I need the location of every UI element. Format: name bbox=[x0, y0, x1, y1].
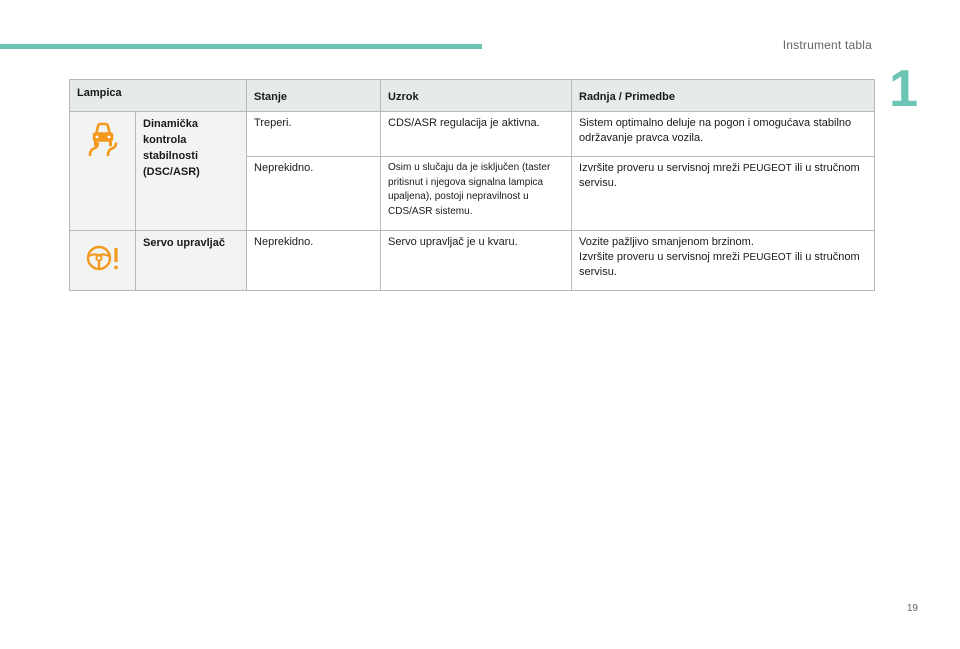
action-text: Izvršite proveru u servisnoj mreži bbox=[579, 162, 740, 174]
lamp-name: Servo upravljač bbox=[136, 231, 247, 291]
action-cell bbox=[572, 157, 875, 231]
lamp-icon-cell bbox=[70, 112, 136, 231]
state-cell: Treperi. bbox=[247, 112, 381, 157]
chapter-number: 1 bbox=[889, 60, 918, 118]
cause-cell: Osim u slučaju da je isključen (taster pritisnut i njegova signalna lampica upaljena), postoji nepravilnost u CDS/ASR sistemu. bbox=[381, 157, 572, 231]
lamp-icon-cell bbox=[70, 231, 136, 291]
action-line: Vozite pažljivo smanjenom brzinom. bbox=[579, 236, 754, 248]
header-cause: Uzrok bbox=[381, 80, 572, 112]
top-accent-bar bbox=[0, 44, 482, 49]
power-steering-warning-icon bbox=[86, 244, 120, 277]
cause-cell: CDS/ASR regulacija je aktivna. bbox=[381, 112, 572, 157]
section-title: Instrument tabla bbox=[782, 38, 872, 52]
table-row bbox=[70, 231, 875, 291]
brand-name: PEUGEOT bbox=[742, 163, 792, 174]
action-text: ili u stručnom servisu. bbox=[579, 251, 860, 278]
table-header-row bbox=[70, 80, 875, 112]
lamp-name: Dinamička kontrola stabilnosti (DSC/ASR) bbox=[136, 112, 247, 231]
brand-name: PEUGEOT bbox=[742, 252, 792, 263]
action-cell: Sistem optimalno deluje na pogon i omogućava stabilno održavanje pravca vozila. bbox=[572, 112, 875, 157]
action-text: ili u stručnom servisu. bbox=[579, 162, 860, 189]
action-text: Izvršite proveru u servisnoj mreži bbox=[579, 251, 740, 263]
header-lamp: Lampica bbox=[70, 80, 247, 112]
table-row bbox=[70, 112, 875, 157]
action-cell bbox=[572, 231, 875, 291]
header-state: Stanje bbox=[247, 80, 381, 112]
state-cell: Neprekidno. bbox=[247, 157, 381, 231]
stability-control-icon bbox=[87, 119, 119, 162]
warning-lamps-table bbox=[69, 79, 875, 291]
cause-cell: Servo upravljač je u kvaru. bbox=[381, 231, 572, 291]
header-action: Radnja / Primedbe bbox=[572, 80, 875, 112]
state-cell: Neprekidno. bbox=[247, 231, 381, 291]
page-number: 19 bbox=[906, 603, 918, 614]
